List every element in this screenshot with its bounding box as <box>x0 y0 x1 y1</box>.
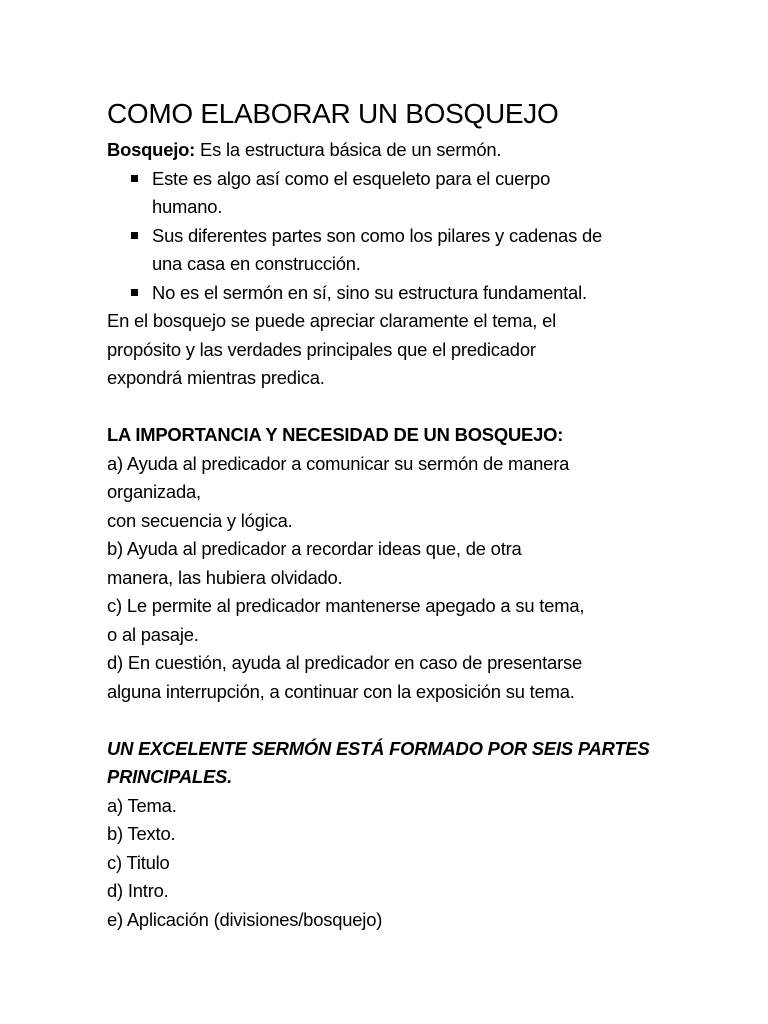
bullet-line: Sus diferentes partes son como los pilares y cadenas de <box>152 224 603 246</box>
definition-line <box>107 136 667 165</box>
parts-list-item: e) Aplicación (divisiones/bosquejo) <box>107 908 383 930</box>
importance-line: d) En cuestión, ayuda al predicador en caso de presentarse <box>107 652 583 673</box>
square-bullet-icon <box>131 289 138 296</box>
definition-text: Es la estructura básica de un sermón. <box>195 139 502 160</box>
bullet-line: una casa en construcción. <box>152 253 361 274</box>
square-bullet-icon <box>131 175 138 182</box>
importance-line: organizada, <box>107 481 201 502</box>
parts-heading: PRINCIPALES. <box>107 766 232 787</box>
paragraph-line: expondrá mientras predica. <box>107 367 325 388</box>
parts-list-item: a) Tema. <box>107 794 177 816</box>
importance-heading: LA IMPORTANCIA Y NECESIDAD DE UN BOSQUEJO: <box>107 424 564 445</box>
importance-line: alguna interrupción, a continuar con la exposición su tema. <box>107 680 575 702</box>
parts-list-item: b) Texto. <box>107 823 176 844</box>
bullet-line: humano. <box>152 196 223 217</box>
importance-line: b) Ayuda al predicador a recordar ideas que, de otra <box>107 538 522 559</box>
parts-list-item: c) Titulo <box>107 851 170 873</box>
bullet-item <box>107 165 667 222</box>
bullet-line: No es el sermón en sí, sino su estructura fundamental. <box>152 281 587 303</box>
importance-line: manera, las hubiera olvidado. <box>107 566 343 588</box>
paragraph-line: propósito y las verdades principales que el predicador <box>107 338 536 360</box>
blank-line <box>107 706 667 735</box>
document-title: COMO ELABORAR UN BOSQUEJO <box>107 98 559 129</box>
importance-line: a) Ayuda al predicador a comunicar su sermón de manera <box>107 452 570 474</box>
bullet-item <box>107 222 667 279</box>
document-page <box>107 92 667 934</box>
importance-line: con secuencia y lógica. <box>107 509 293 531</box>
paragraph-line: En el bosquejo se puede apreciar claramente el tema, el <box>107 310 557 331</box>
definition-term: Bosquejo: <box>107 139 196 160</box>
bullet-item <box>107 279 667 308</box>
bullet-line: Este es algo así como el esqueleto para el cuerpo <box>152 167 551 189</box>
parts-list-item: d) Intro. <box>107 880 169 901</box>
square-bullet-icon <box>131 232 138 239</box>
importance-line: c) Le permite al predicador mantenerse apegado a su tema, <box>107 595 585 616</box>
importance-line: o al pasaje. <box>107 623 199 645</box>
blank-line <box>107 393 667 422</box>
parts-heading: UN EXCELENTE SERMÓN ESTÁ FORMADO POR SEIS PARTES <box>107 737 650 759</box>
bullet-list <box>107 165 667 308</box>
